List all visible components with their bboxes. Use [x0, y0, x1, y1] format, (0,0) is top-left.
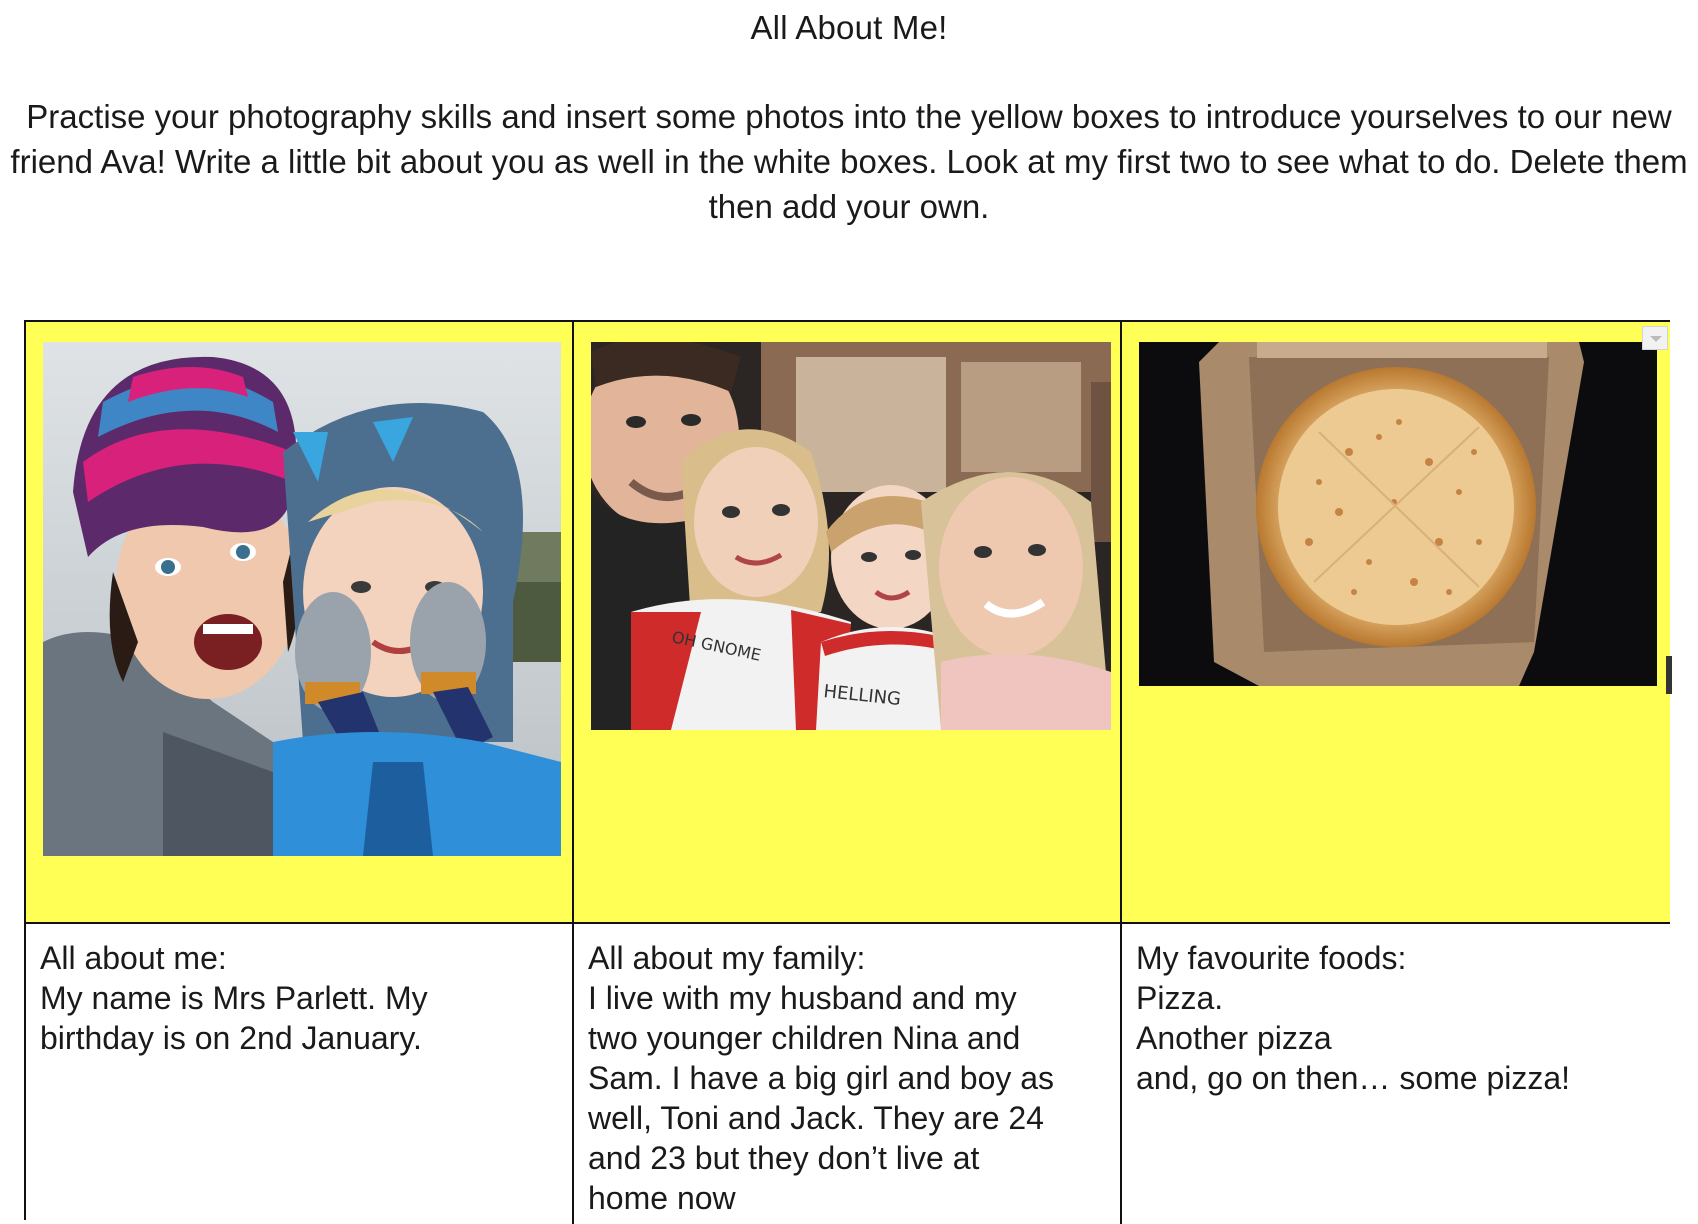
instructions-text: Practise your photography skills and insert some photos into the yellow boxes to introduce yourselves to our new friend Ava! Write a little bit about you as well in the white boxes. Look at my first two to see what to do. Delete them then add your own.	[10, 98, 1688, 225]
document-title: All About Me!	[750, 9, 948, 46]
card-text-line: I live with my husband and my	[588, 980, 1017, 1016]
about-me-table	[24, 320, 1670, 1220]
photo-cell-foods[interactable]	[1122, 322, 1670, 924]
photo-pizza[interactable]	[1139, 342, 1657, 686]
card-text-line: and 23 but they don’t live at	[588, 1140, 980, 1176]
text-cell-family[interactable]	[574, 924, 1122, 1224]
image-options-dropdown-icon[interactable]	[1642, 326, 1668, 350]
resize-handle[interactable]	[1666, 656, 1672, 694]
photo-cell-about-me[interactable]	[26, 322, 574, 924]
card-text-line: Another pizza	[1136, 1020, 1332, 1056]
card-heading: All about my family:	[588, 940, 866, 976]
card-text-line: home now	[588, 1180, 736, 1216]
text-cell-about-me[interactable]	[26, 924, 574, 1224]
card-heading: My favourite foods:	[1136, 940, 1407, 976]
photo-family-selfie[interactable]	[591, 342, 1111, 730]
photo-woman-and-girl[interactable]	[43, 342, 561, 856]
shirt-text-helling: HELLING	[822, 681, 902, 711]
card-text-line: My name is Mrs Parlett. My	[40, 980, 428, 1016]
text-cell-foods[interactable]	[1122, 924, 1670, 1224]
card-text-line: well, Toni and Jack. They are 24	[588, 1100, 1044, 1136]
card-text-line: Sam. I have a big girl and boy as	[588, 1060, 1055, 1096]
card-text-line: two younger children Nina and	[588, 1020, 1021, 1056]
card-text-line: birthday is on 2nd January.	[40, 1020, 422, 1056]
shirt-text-gnome: OH GNOME	[670, 627, 763, 665]
photo-cell-family[interactable]	[574, 322, 1122, 924]
card-text-line: Pizza.	[1136, 980, 1224, 1016]
card-heading: All about me:	[40, 940, 227, 976]
card-text-line: and, go on then… some pizza!	[1136, 1060, 1571, 1096]
